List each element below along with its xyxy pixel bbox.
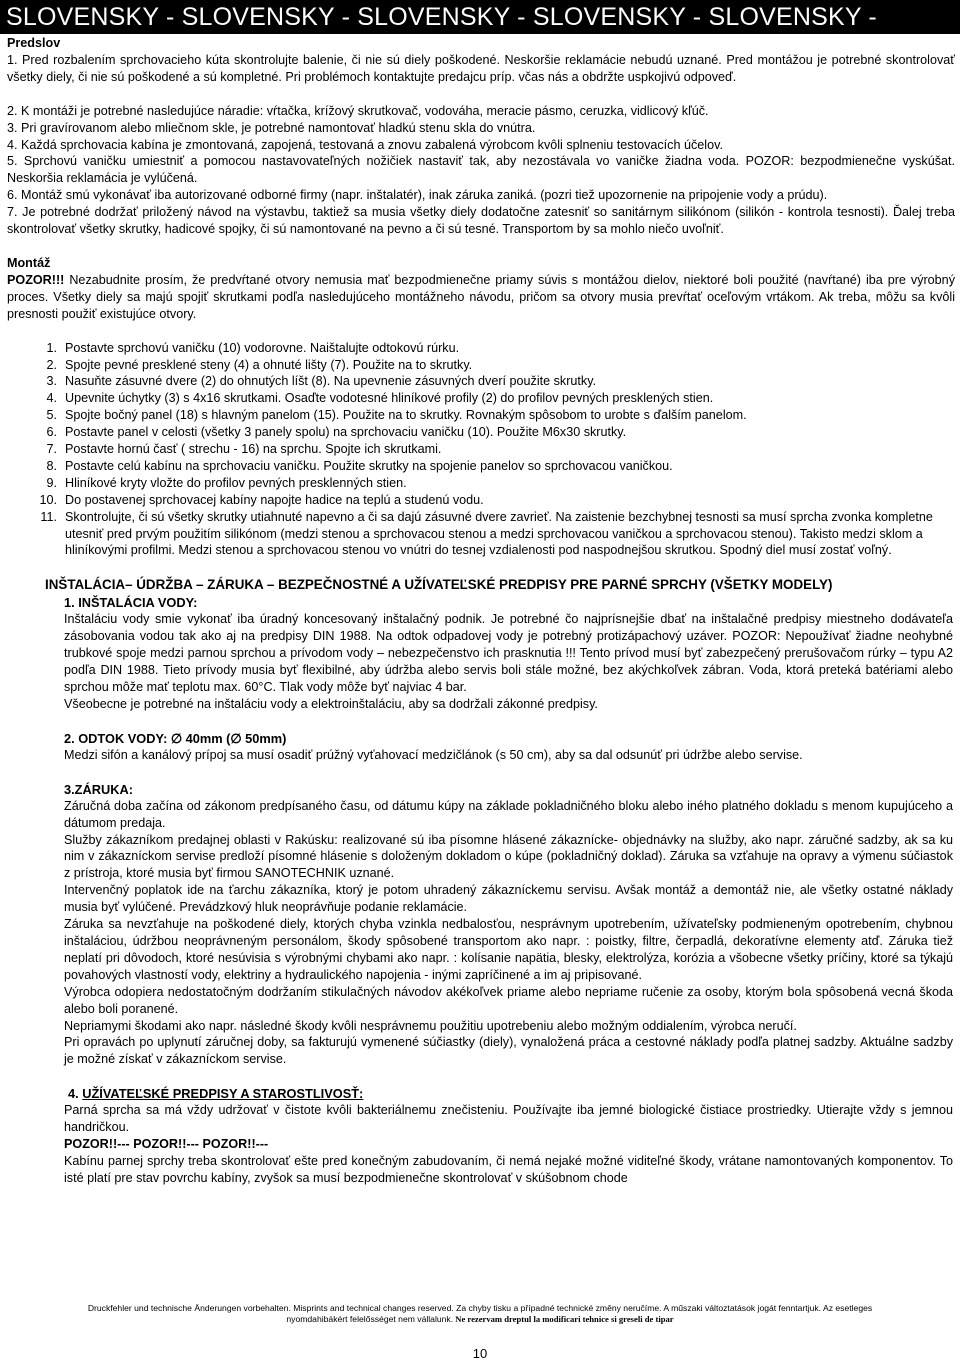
step-number: 8. (46, 458, 57, 473)
user-rules-heading (68, 1085, 953, 1102)
warranty-heading: 3.ZÁRUKA: (64, 781, 133, 797)
montaz-step (7, 509, 955, 560)
water-installation-paragraph-1: Inštaláciu vody smie vykonať iba úradný koncesovaný inštalačný podnik. Je potrebné čo najprísnejšie dbať na inštalačné predpisy miestneho dodávateľa zásobovania vodou tak ako aj na predpisy DIN 1988. Na odtok odpadovej vody je potrebný protizápachový uzáver. POZOR: Nepoužívať žiadne neohybné trubkové spoje medzi parnou sprchou a prívodom vody – nebezpečenstvo ich prasknutia !!! Tento prívod musí byť zabezpečený prerušovačom rúrky – typu A2 podľa DIN 1988. Tieto prívody musia byť flexibilné, aby údržba alebo servis boli stále možné, bez akýchkoľvek zábran. Voda, ktorá preteká batériami alebo sprchou môže mať teplotu max. 60°C. Tlak vody môže byť najviac 4 bar. (64, 612, 953, 694)
warranty-paragraph: Záručná doba začína od zákonom predpísaného času, od dátumu kúpy na základe pokladničného bloku alebo iného platného dokladu s menom kupujúceho a dátumom predaja. (64, 798, 953, 830)
warranty-paragraph: Služby zákazníkom predajnej oblasti v Rakúsku: realizované sú iba písomne hlásené zákaznícke- objednávky na služby, ako napr. záručné sadzby, ak sa ku nim v zákazníckom servise predloží písomné hlásenie s doloženým dokladom o kúpe (pokladničný doklad). Záruka sa vzťahuje na opravy a výmenu súčiastok z prístroja, ktoré musia byť firmou SANOTECHNIK uznané. (64, 832, 953, 881)
instalacia-section (64, 594, 953, 1186)
footer-line-1: Druckfehler und technische Änderungen vorbehalten. Misprints and technical changes reserved. Za chyby tisku a případné technické změny neručíme. A műszaki változtatások jogát fenntartjuk. Az esetleges (87, 1303, 873, 1313)
document-body (7, 35, 955, 1187)
montaz-step (7, 492, 955, 509)
step-text: Spojte bočný panel (18) s hlavným panelom (15). Použite na to skrutky. Rovnakým spôsobom to urobte s ďalším panelom. (65, 408, 747, 423)
step-text: Postavte sprchovú vaničku (10) vodorovne. Naištalujte odtokovú rúrku. (65, 340, 460, 355)
step-text: Postavte hornú časť ( strechu - 16) na sprchu. Spojte ich skrutkami. (65, 442, 442, 457)
step-text: Skontrolujte, či sú všetky skrutky utiahnuté napevno a či sa dajú zásuvné dvere zavrieť. Na zaistenie bezchybnej tesnosti sa musí sprcha zvonka kompletne utesniť pred prvým použitím silikónom (medzi stenou a sprchovacou stenou a medzi sprchovacou vaničkou a sprchovacou stenou). Takisto medzi sklom a hliníkovými profilmi. Medzi stenou a sprchovacou stenou vo vnútri do tesnej vzdialenosti pod naspodnejšou skrutkou. Spodný diel musí zostať voľný. (65, 509, 933, 558)
step-number: 4. (46, 391, 57, 406)
step-number: 5. (46, 408, 57, 423)
montaz-step (7, 424, 955, 441)
montaz-step (7, 441, 955, 458)
step-text: Upevnite úchytky (3) s 4x16 skrutkami. Osaďte vodotesné hliníkové profily (2) do profilov pevných presklených stien. (65, 391, 714, 406)
footer-line-2a: nyomdahibákért felelősséget nem vállalunk. (286, 1314, 454, 1324)
step-text: Nasuňte zásuvné dvere (2) do ohnutých líšt (8). Na upevnenie zásuvných dverí použite skrutky. (65, 374, 597, 389)
montaz-step (7, 390, 955, 407)
warranty-paragraphs (64, 798, 953, 1069)
footer-line-2b: Ne rezervam dreptul la modificari tehnice si greseli de tipar (453, 1314, 674, 1324)
montaz-step (7, 475, 955, 492)
montaz-steps-list (7, 340, 955, 560)
montaz-step (7, 458, 955, 475)
montaz-step (7, 373, 955, 390)
step-text: Spojte pevné presklené steny (4) a ohnuté lišty (7). Použite na to skrutky. (65, 357, 473, 372)
predslov-heading: Predslov (7, 36, 61, 50)
step-number: 2. (46, 357, 57, 372)
language-banner: SLOVENSKY - SLOVENSKY - SLOVENSKY - SLOVENSKY - SLOVENSKY - (0, 0, 960, 34)
montaz-heading: Montáž (7, 255, 51, 270)
instalacia-title: INŠTALÁCIA– ÚDRŽBA – ZÁRUKA – BEZPEČNOSTNÉ A UŽÍVATEĽSKÉ PREDPISY PRE PARNÉ SPRCHY (VŠETKY MODELY) (45, 577, 833, 593)
montaz-step (7, 357, 955, 374)
predslov-paragraph-4: 4. Každá sprchovacia kabína je zmontovaná, zapojená, testovaná a znovu zabalená výrobcom kvôli splneniu testovacích účelov. (7, 137, 723, 152)
predslov-paragraph-2: 2. K montáži je potrebné nasledujúce náradie: vŕtačka, krížový skrutkovač, vodováha, meracie pásmo, ceruzka, vidlicový kľúč. (7, 103, 709, 118)
user-rules-paragraph-1: Parná sprcha sa má vždy udržovať v čistote kvôli bakteriálnemu znečisteniu. Používajte iba jemné biologické čistiace prostriedky. Utierajte vždy s jemnou handričkou. (64, 1103, 953, 1135)
predslov-paragraph-5: 5. Sprchovú vaničku umiestniť a pomocou nastavovateľných nožičiek nastaviť tak, aby nezostávala vo vaničke žiadna voda. POZOR: bezpodmienečne vyskúšat. Neskoršia reklamácia je vylúčená. (7, 154, 955, 186)
step-text: Hliníkové kryty vložte do profilov pevných presklenných stien. (65, 475, 407, 490)
step-number: 11. (40, 509, 57, 524)
water-installation-heading: 1. INŠTALÁCIA VODY: (64, 595, 198, 611)
montaz-intro (7, 272, 955, 323)
water-installation-paragraph-2: Všeobecne je potrebné na inštaláciu vody a elektroinštaláciu, aby sa dodržali zákonné predpisy. (64, 696, 598, 711)
step-number: 9. (46, 475, 57, 490)
step-number: 10. (39, 492, 57, 507)
drain-paragraph: Medzi sifón a kanálový prípoj sa musí osadiť prúžný vyťahovací medzičlánok (s 50 cm), aby sa dal odsunúť pri údržbe alebo servise. (64, 747, 803, 762)
drain-heading: 2. ODTOK VODY: ∅ 40mm (∅ 50mm) (64, 730, 287, 746)
footer-disclaimer (0, 1303, 960, 1325)
step-number: 7. (46, 442, 57, 457)
predslov-paragraph-1: 1. Pred rozbalením sprchovacieho kúta skontrolujte balenie, či nie sú diely poškodené. Neskoršie reklamácie nebudú uznané. Pred montážou je potrebné skontrolovať všetky diely, či nie sú poškodené a sú kompletné. Pri problémoch kontaktujte predajcu príp. včas nás a obdržte uspkojivú odpoveď. (7, 52, 955, 84)
page-number: 10 (472, 1346, 488, 1361)
predslov-paragraph-3: 3. Pri gravírovanom alebo mliečnom skle, je potrebné namontovať hladkú stenu skla do vnútra. (7, 120, 536, 135)
user-rules-pozor: POZOR!!--- POZOR!!--- POZOR!!--- (64, 1137, 269, 1152)
step-number: 1. (46, 340, 57, 355)
step-text: Do postavenej sprchovacej kabíny napojte hadice na teplú a studenú vodu. (65, 492, 484, 507)
user-rules-title: UŽÍVATEĽSKÉ PREDPISY A STAROSTLIVOSŤ: (82, 1086, 364, 1102)
warranty-paragraph: Záruka sa nevzťahuje na poškodené diely, ktorých chyba vzinkla nedbalosťou, nesprávnym upotrebením, užívateľsky podmieneným opotrebením, chybnou inštaláciou, údržbou neoprávneným personálom, škody spôsobené transportom ako napr. : poistky, filtre, čerpadlá, dekoratívne elementy atď. Záruka tiež neplatí pri dôvodoch, ktoré nesúvisia s výrobnými chybami ako napr. : kolísanie napätia, blesky, elektrolýza, korózia a všobecne všetky príčiny, ktoré sa týkajú povahových vlastností vody, elektriny a hydraulického napojenia - inými zapríčinené a im aj pripisované. (64, 917, 953, 982)
montaz-step (7, 340, 955, 357)
warranty-paragraph: Intervenčný poplatok ide na ťarchu zákazníka, ktorý je potom uhradený zákazníckemu servisu. Avšak montáž a demontáž nie, ale všetky ostatné náklady musia byť vylúčené. Prevádzkový hluk neoprávňuje podanie reklamácie. (64, 883, 953, 915)
montaz-intro-text: Nezabudnite prosím, že predvŕtané otvory nemusia mať bezpodmienečne priamy súvis s montážou dielov, niektoré boli použité (navŕtané) iba pre výrobný proces. Všetky diely sa majú spojiť skrutkami podľa nasledujúceho montážneho návodu, pričom sa otvory musia prevŕtať oceľovým vrtákom. Ak treba, môžu sa kvôli presnosti použiť existujúce otvory. (7, 272, 955, 321)
warranty-paragraph: Pri opravách po uplynutí záručnej doby, sa fakturujú vymenené súčiastky (diely), vynaložená práca a cestovné náklady podľa platnej sadzby. Aktuálne sadzby je možné získať v zákazníckom servise. (64, 1035, 953, 1067)
user-rules-paragraph-2: Kabínu parnej sprchy treba skontrolovať ešte pred konečným zabudovaním, či nemá nejaké možné viditeľné škody, vrátane namontovaných komponentov. To isté platí pre stav povrchu kabíny, zvyšok sa musí bezpodmienečne skontrolovať v skúšobnom chode (64, 1153, 953, 1185)
predslov-paragraph-7: 7. Je potrebné dodržať priložený návod na výstavbu, taktiež sa musia všetky diely dodatočne zatesniť so sanitárnym silikónom (silikón - kontrola tesnosti). Ďalej treba skontrolovať všetky skrutky, hadicové spojky, či sú namontované na pevno a či sú tesné. Transportom by sa mohlo niečo uvoľniť. (7, 205, 955, 237)
step-number: 6. (46, 425, 57, 440)
pozor-label: POZOR!!! (7, 272, 65, 287)
warranty-paragraph: Výrobca odopiera nedostatočným dodržaním stikulačných návodov akékoľvek priame alebo nepriame ručenie za osoby, ktorým bola spôsobená vecná škoda alebo boli poranené. (64, 984, 953, 1016)
step-text: Postavte panel v celosti (všetky 3 panely spolu) na sprchovaciu vaničku (10). Použite M6x30 skrutky. (65, 425, 627, 440)
step-number: 3. (46, 374, 57, 389)
montaz-step (7, 407, 955, 424)
user-rules-number: 4. (68, 1086, 83, 1102)
step-text: Postavte celú kabínu na sprchovaciu vaničku. Použite skrutky na spojenie panelov so sprchovacou vaničkou. (65, 458, 673, 473)
predslov-paragraph-6: 6. Montáž smú vykonávať iba autorizované odborné firmy (napr. inštalatér), inak záruka zaniká. (pozri tiež upozornenie na pripojenie vody a prúdu). (7, 188, 828, 203)
warranty-paragraph: Nepriamymi škodami ako napr. následné škody kvôli nesprávnemu použitiu upotrebeniu alebo možným oddialením, výrobca neručí. (64, 1018, 797, 1033)
